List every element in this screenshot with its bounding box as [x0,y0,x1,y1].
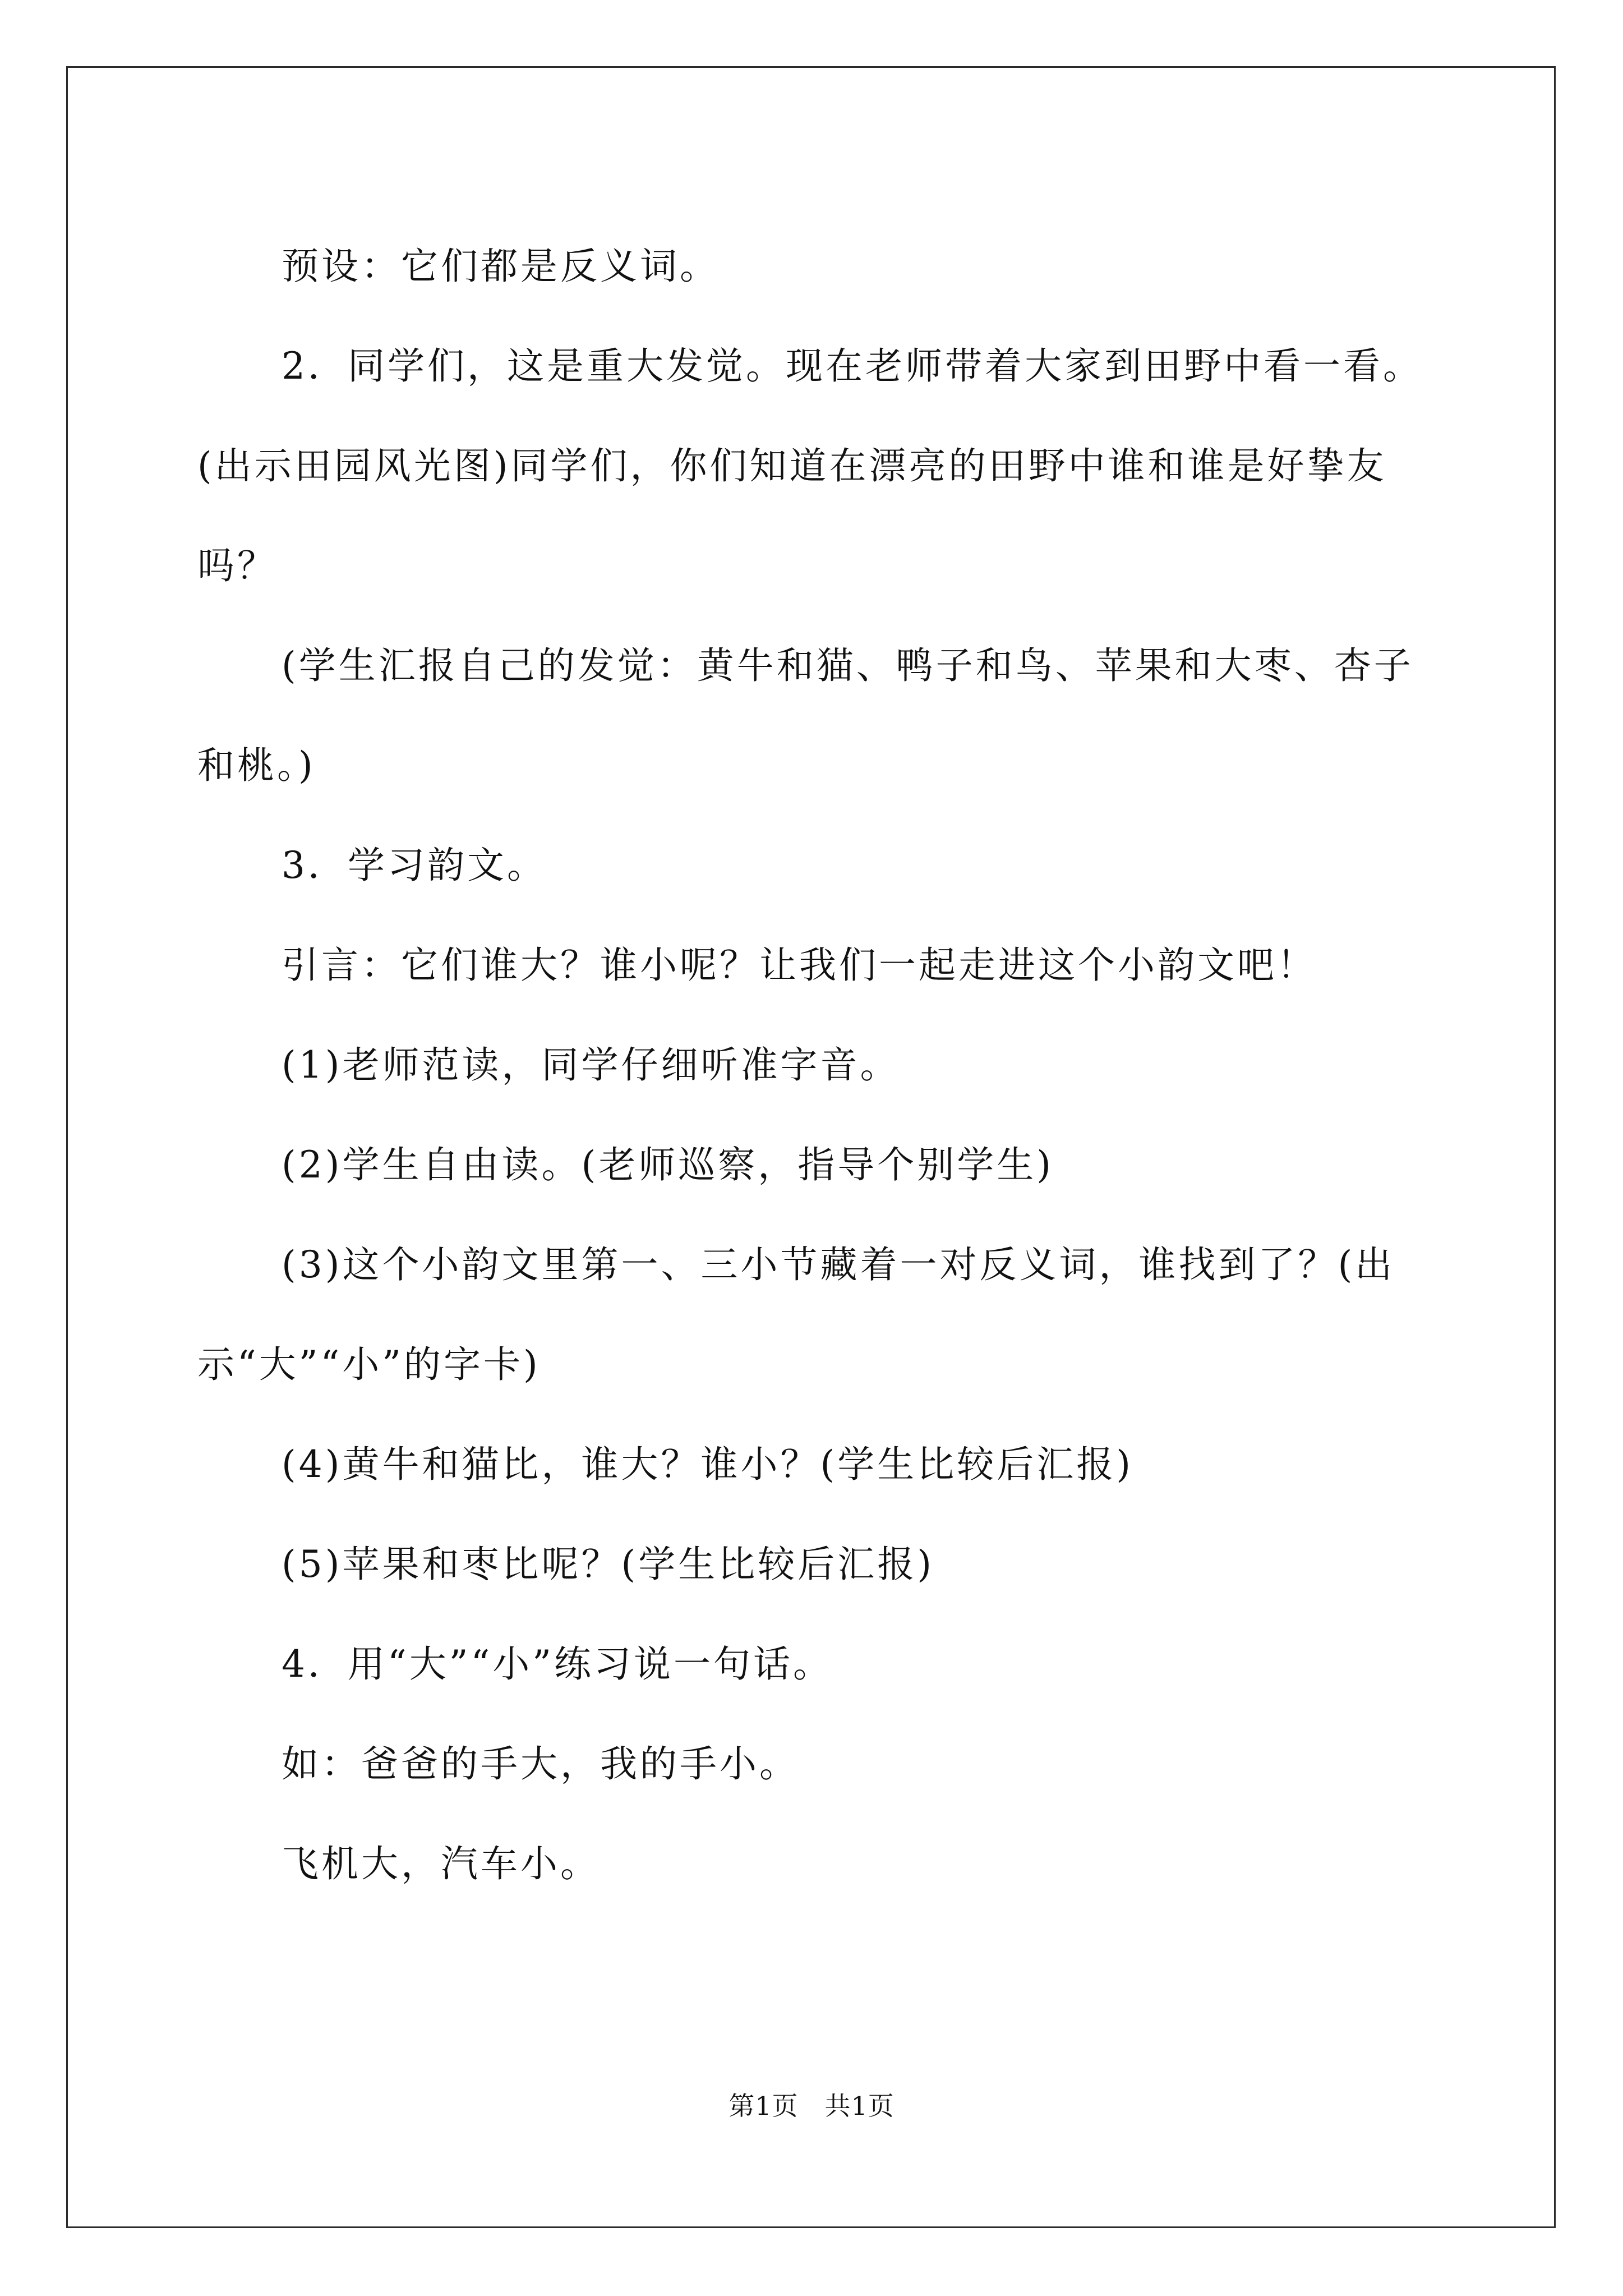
paragraph: (2)学生自由读。(老师巡察，指导个别学生) [282,1143,1054,1186]
paragraph: 3．学习韵文。 [282,844,547,887]
paragraph: 4．用“大”“小”练习说一句话。 [282,1642,833,1686]
paragraph: 2．同学们，这是重大发觉。现在老师带着大家到田野中看一看。(出示田园风光图)同学们，你们知道在漂亮的田野中谁和谁是好挚友吗？ [197,344,1423,587]
paragraph: (4)黄牛和猫比，谁大？谁小？(学生比较后汇报) [282,1443,1133,1486]
paragraph: (学生汇报自己的发觉：黄牛和猫、鸭子和鸟、苹果和大枣、杏子和桃。) [197,644,1414,787]
paragraph: 如：爸爸的手大，我的手小。 [282,1742,799,1786]
page-footer [0,2086,1623,2123]
paragraph: (1)老师范读，同学仔细听准字音。 [282,1043,900,1087]
page-number-label: 第1页 共1页 [728,2091,895,2121]
paragraph: 预设：它们都是反义词。 [282,245,720,288]
paragraph: 引言：它们谁大？谁小呢？让我们一起走进这个小韵文吧！ [282,944,1317,987]
paragraph: (3)这个小韵文里第一、三小节藏着一对反义词，谁找到了？(出示“大”“小”的字卡) [197,1243,1395,1386]
paragraph: (5)苹果和枣比呢？(学生比较后汇报) [282,1543,934,1586]
document-body [197,217,1431,1914]
paragraph: 飞机大，汽车小。 [282,1842,600,1885]
